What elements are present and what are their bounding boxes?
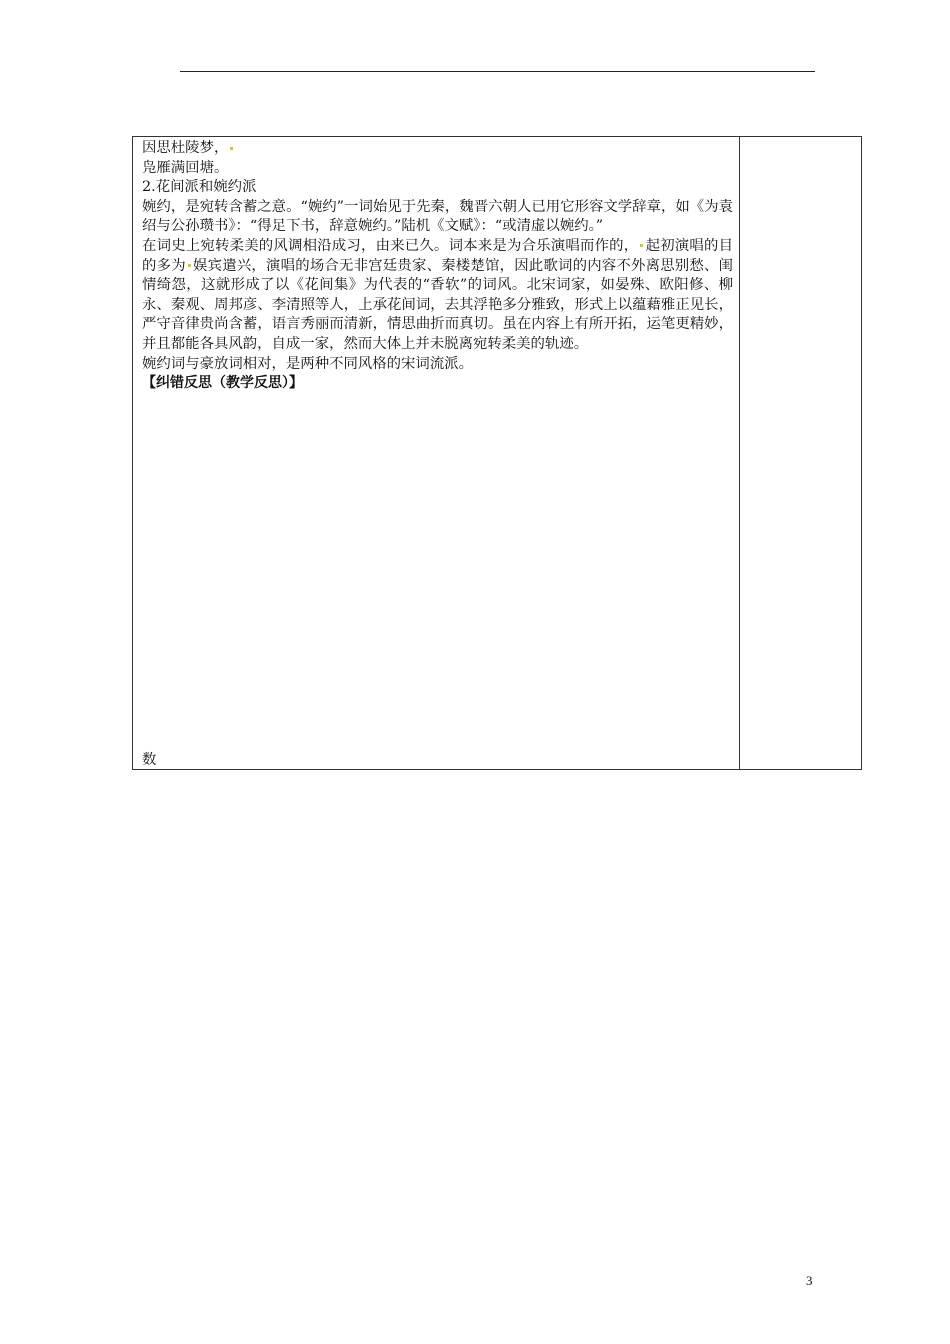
paragraph-history (142, 237, 733, 355)
paragraph-history-part-2: 起初演唱的目的多为 (142, 237, 733, 274)
content-table (132, 136, 862, 770)
bottom-character: 数 (142, 752, 157, 768)
annotation-mark (230, 147, 233, 150)
main-cell (133, 137, 740, 769)
reflection-heading: 【纠错反思（教学反思）】 (142, 375, 303, 392)
section-heading: 2.花间派和婉约派 (142, 179, 257, 196)
side-cell (740, 137, 861, 769)
annotation-mark (640, 244, 643, 247)
header-rule (180, 71, 815, 72)
paragraph-history-part-3: 娱宾遣兴，演唱的场合无非宫廷贵家、秦楼楚馆，因此歌词的内容不外离思别愁、闺情绮怨，这就形成了以《花间集》为代表的“香软”的词风。北宋词家，如晏殊、欧阳修、柳永、秦观、周邦彦、李清照等人，上承花间词，去其浮艳多分雅致，形式上以蕴藉雅正见长，严守音律贵尚含蓄，语言秀丽而清新，情思曲折而真切。虽在内容上有所开拓，运笔更精妙，并且都能各具风韵，自成一家，然而大体上并未脱离宛转柔美的轨迹。 (142, 257, 733, 352)
paragraph-wanyue-definition: 婉约，是宛转含蓄之意。“婉约”一词始见于先秦，魏晋六朝人已用它形容文学辞章，如《为袁绍与公孙瓒书》：“得足下书，辞意婉约。”陆机《文赋》：“或清虚以婉约。” (142, 198, 733, 235)
paragraph-history-part-1: 在词史上宛转柔美的风调相沿成习，由来已久。词本来是为合乐演唱而作的， (142, 237, 639, 254)
poem-line-1 (142, 139, 733, 159)
paragraph-contrast: 婉约词与豪放词相对，是两种不同风格的宋词流派。 (142, 355, 473, 372)
page-number: 3 (806, 1273, 813, 1288)
poem-line-2: 凫雁满回塘。 (142, 159, 229, 176)
poem-line-1-text: 因思杜陵梦， (142, 140, 229, 156)
annotation-mark (188, 264, 191, 267)
